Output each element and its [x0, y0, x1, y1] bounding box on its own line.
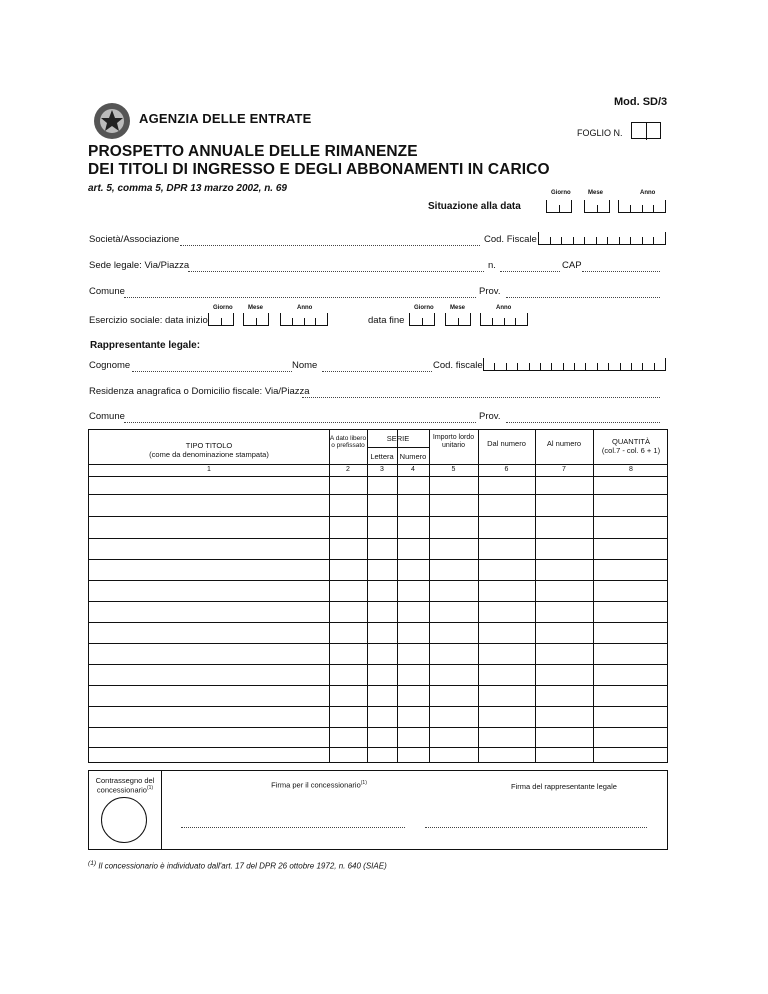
- end-month-label: Mese: [450, 305, 466, 311]
- start-year-label: Anno: [297, 305, 313, 311]
- col-amount-header: Importo lordo unitario: [432, 434, 475, 450]
- situation-date-label: Situazione alla data: [428, 201, 521, 212]
- titles-table[interactable]: [88, 429, 668, 763]
- tax-code-field[interactable]: [538, 232, 666, 245]
- col-to-header: Al numero: [546, 439, 582, 448]
- form-title-line2: DEI TITOLI DI INGRESSO E DEGLI ABBONAMENTI IN CARICO: [88, 161, 550, 178]
- col-number-1: 1: [207, 466, 211, 473]
- residence-label: Residenza anagrafica o Domicilio fiscale: Via/Piazza: [89, 386, 310, 397]
- representative-sign-label: Firma del rappresentante legale: [511, 782, 617, 791]
- stamp-circle[interactable]: [101, 797, 147, 843]
- rep-tax-code-label: Cod. fiscale: [433, 360, 483, 371]
- footnote-marker: (1): [88, 860, 97, 867]
- stamp-label-text: Contrassegno del concessionario: [95, 776, 155, 795]
- emblem-logo: [92, 101, 132, 141]
- rep-city-label: Comune: [89, 411, 125, 422]
- zip-line[interactable]: [582, 271, 660, 272]
- rep-province-line[interactable]: [506, 422, 660, 423]
- col-free-header: A dato libero o prefissato: [329, 435, 367, 450]
- model-code: Mod. SD/3: [614, 96, 668, 108]
- col-letter-header: Lettera: [370, 452, 394, 461]
- province-label: Prov.: [479, 286, 501, 297]
- start-month-label: Mese: [248, 305, 264, 311]
- col-number-4: 4: [411, 466, 415, 473]
- fiscal-end-label: data fine: [368, 315, 405, 326]
- end-day-label: Giorno: [414, 305, 434, 311]
- col-number-2: 2: [346, 466, 350, 473]
- end-year-field[interactable]: [480, 313, 528, 326]
- label-day: Giorno: [551, 190, 571, 196]
- representative-sign-line[interactable]: [425, 827, 647, 828]
- footnote-text: Il concessionario è individuato dall'art. 17 del DPR 26 ottobre 1972, n. 640 (SIAE): [98, 861, 387, 871]
- end-day-field[interactable]: [409, 313, 435, 326]
- residence-line[interactable]: [302, 397, 660, 398]
- col-qty-title: QUANTITÀ: [612, 437, 650, 446]
- col-type-header: [89, 442, 329, 459]
- col-number-8: 8: [629, 466, 633, 473]
- footnote: [88, 860, 387, 871]
- col-number-6: 6: [504, 466, 509, 473]
- street-number-label: n.: [488, 260, 496, 271]
- label-year: Anno: [640, 190, 656, 196]
- col-type-subtitle: (come da denominazione stampata): [149, 449, 269, 459]
- concessionaire-sign-label: [229, 781, 409, 790]
- name-label: Nome: [292, 360, 318, 371]
- col-qty-formula: (col.7 - col. 6 + 1): [601, 445, 661, 455]
- surname-line[interactable]: [132, 371, 292, 372]
- concessionaire-sign-text: Firma per il concessionario: [271, 780, 361, 790]
- situation-year-field[interactable]: [618, 200, 666, 213]
- company-line[interactable]: [180, 245, 480, 246]
- sheet-label: FOGLIO N.: [577, 128, 623, 138]
- form-title-line1: PROSPETTO ANNUALE DELLE RIMANENZE: [88, 143, 418, 160]
- rep-province-label: Prov.: [479, 411, 501, 422]
- start-day-label: Giorno: [213, 305, 233, 311]
- rep-tax-code-field[interactable]: [483, 358, 666, 371]
- stamp-note-marker: (1): [146, 784, 154, 791]
- col-qty-header: [593, 438, 669, 455]
- law-reference: art. 5, comma 5, DPR 13 marzo 2002, n. 69: [88, 183, 287, 194]
- zip-label: CAP: [562, 260, 582, 271]
- concessionaire-sign-line[interactable]: [181, 827, 405, 828]
- situation-day-field[interactable]: [546, 200, 572, 213]
- start-day-field[interactable]: [208, 313, 234, 326]
- label-month: Mese: [588, 190, 604, 196]
- end-month-field[interactable]: [445, 313, 471, 326]
- surname-label: Cognome: [89, 360, 131, 371]
- col-type-title: TIPO TITOLO: [185, 441, 233, 450]
- rep-city-line[interactable]: [124, 422, 476, 423]
- col-number-5: 5: [451, 466, 456, 473]
- col-number-3: 3: [380, 466, 384, 473]
- col-number-header: Numero: [399, 452, 427, 461]
- tax-code-label: Cod. Fiscale: [484, 234, 537, 245]
- start-year-field[interactable]: [280, 313, 328, 326]
- seat-label: Sede legale: Via/Piazza: [89, 260, 190, 271]
- col-from-header: Dal numero: [487, 439, 526, 448]
- seat-line[interactable]: [188, 271, 484, 272]
- start-month-field[interactable]: [243, 313, 269, 326]
- street-number-line[interactable]: [500, 271, 560, 272]
- end-year-label: Anno: [496, 305, 512, 311]
- agency-name: AGENZIA DELLE ENTRATE: [139, 111, 312, 126]
- city-line[interactable]: [124, 297, 476, 298]
- representative-section-title: Rappresentante legale:: [90, 340, 201, 351]
- company-label: Società/Associazione: [89, 234, 180, 245]
- concessionaire-note-marker: (1): [360, 780, 367, 786]
- name-line[interactable]: [322, 371, 432, 372]
- sheet-number-boxes[interactable]: [631, 122, 661, 139]
- col-series-header: SERIE: [386, 434, 410, 443]
- stamp-label: [89, 777, 161, 795]
- city-label: Comune: [89, 286, 125, 297]
- col-number-7: 7: [562, 466, 566, 473]
- situation-month-field[interactable]: [584, 200, 610, 213]
- fiscal-start-label: Esercizio sociale: data inizio: [89, 315, 208, 326]
- province-line[interactable]: [506, 297, 660, 298]
- signature-area: [88, 770, 668, 850]
